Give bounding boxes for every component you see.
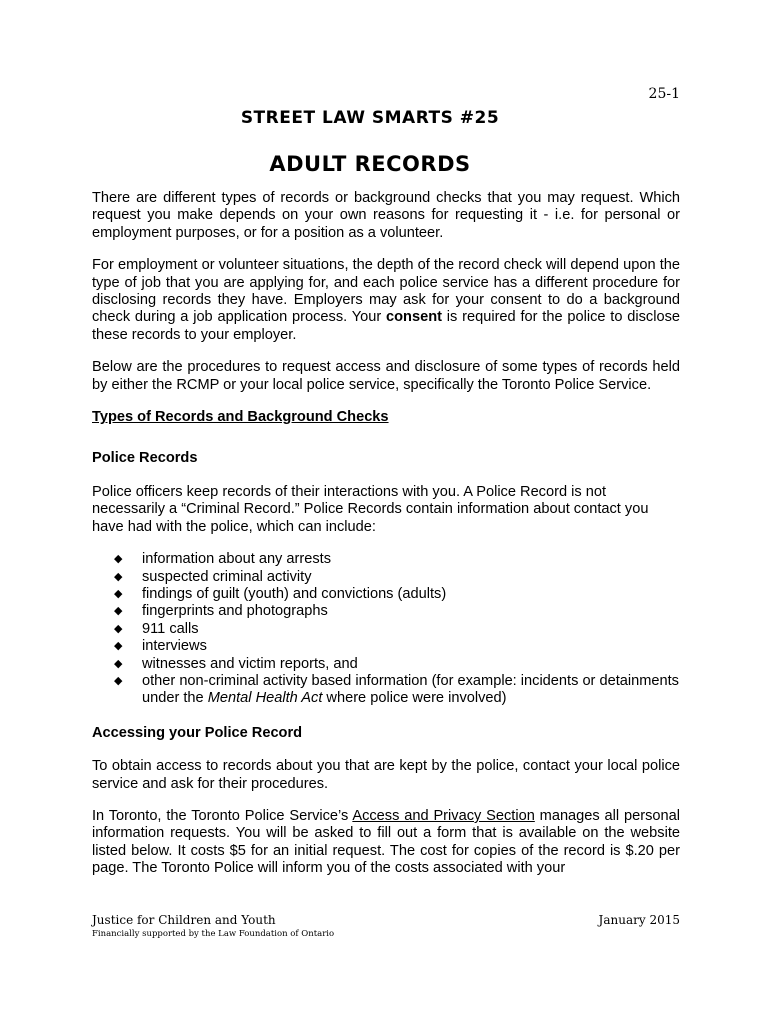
types-section-heading: Types of Records and Background Checks [92,409,389,426]
page-title: ADULT RECORDS [269,152,471,176]
list-item-text-b: where police were involved) [322,690,507,707]
list-item-text: suspected criminal activity [142,568,312,585]
list-item-text: interviews [142,638,207,655]
list-item [114,569,680,586]
diamond-bullet-icon: ◆ [114,570,123,583]
list-item [114,603,680,620]
footer [92,913,334,939]
accessing-paragraph-2-text-b: manages all personal information requests. You will be asked to fill out a form that is available on the website listed below. It costs $5 for an initial request. The cost for copies of the record is $.20 per page. The Toronto Police will inform you of the costs associated with your [92,807,680,877]
mental-health-act-title: Mental Health Act [207,690,323,707]
accessing-paragraph-2 [92,808,680,878]
list-item-text: 911 calls [142,620,199,637]
diamond-bullet-icon: ◆ [114,587,123,600]
police-records-heading: Police Records [92,450,198,467]
accessing-paragraph-1: To obtain access to records about you that are kept by the police, contact your local police service and ask for their procedures. [92,758,680,792]
police-record-contents-list [114,551,680,708]
document-body [92,190,680,893]
list-item [114,638,680,655]
list-item-text: fingerprints and photographs [142,603,328,620]
list-item-text: witnesses and victim reports, and [142,655,358,672]
list-item [114,551,680,568]
page-number: 25-1 [648,86,680,102]
accessing-record-heading: Accessing your Police Record [92,724,303,741]
diamond-bullet-icon: ◆ [114,640,123,653]
intro-paragraph-2-text-a: For employment or volunteer situations, the depth of the record check will depend upon the type of job that you are applying for, and each police service has a different procedure for disclosing records they have. Employers may ask for your consent to do a background check during a job application process. Your [92,257,680,326]
diamond-bullet-icon: ◆ [114,553,123,566]
list-item [114,656,680,673]
intro-paragraph-3: Below are the procedures to request access and disclosure of some types of records held by either the RCMP or your local police service, specifically the Toronto Police Service. [92,359,680,393]
access-privacy-section-link[interactable]: Access and Privacy Section [352,807,535,824]
intro-paragraph-1: There are different types of records or background checks that you may request. Which request you make depends on your own reasons for requesting it - i.e. for personal or employment purposes, or for a position as a volunteer. [92,190,680,241]
list-item-text-a: other non-criminal activity based information (for example: incidents or detainments under the [142,672,679,707]
diamond-bullet-icon: ◆ [114,674,123,687]
list-item [114,621,680,638]
diamond-bullet-icon: ◆ [114,605,123,618]
list-item [114,586,680,603]
list-item-text: findings of guilt (youth) and convictions (adults) [142,585,447,602]
accessing-paragraph-2-text-a: In Toronto, the Toronto Police Service’s [92,807,353,824]
list-item [114,673,680,708]
diamond-bullet-icon: ◆ [114,622,123,635]
police-records-paragraph: Police officers keep records of their interactions with you. A Police Record is not necessarily a “Criminal Record.” Police Records contain information about contact you have had with the police, which can include: [92,483,649,535]
intro-paragraph-2 [92,257,680,344]
intro-paragraph-2-text-b: is required for the police to disclose these records to your employer. [92,309,680,343]
series-title: STREET LAW SMARTS #25 [240,108,500,128]
footer-date: January 2015 [598,913,680,927]
list-item-text: information about any arrests [142,551,332,568]
consent-emphasis: consent [386,309,442,326]
footer-organization: Justice for Children and Youth [92,913,276,927]
footer-funding-note: Financially supported by the Law Foundation of Ontario [92,929,335,939]
diamond-bullet-icon: ◆ [114,657,123,670]
